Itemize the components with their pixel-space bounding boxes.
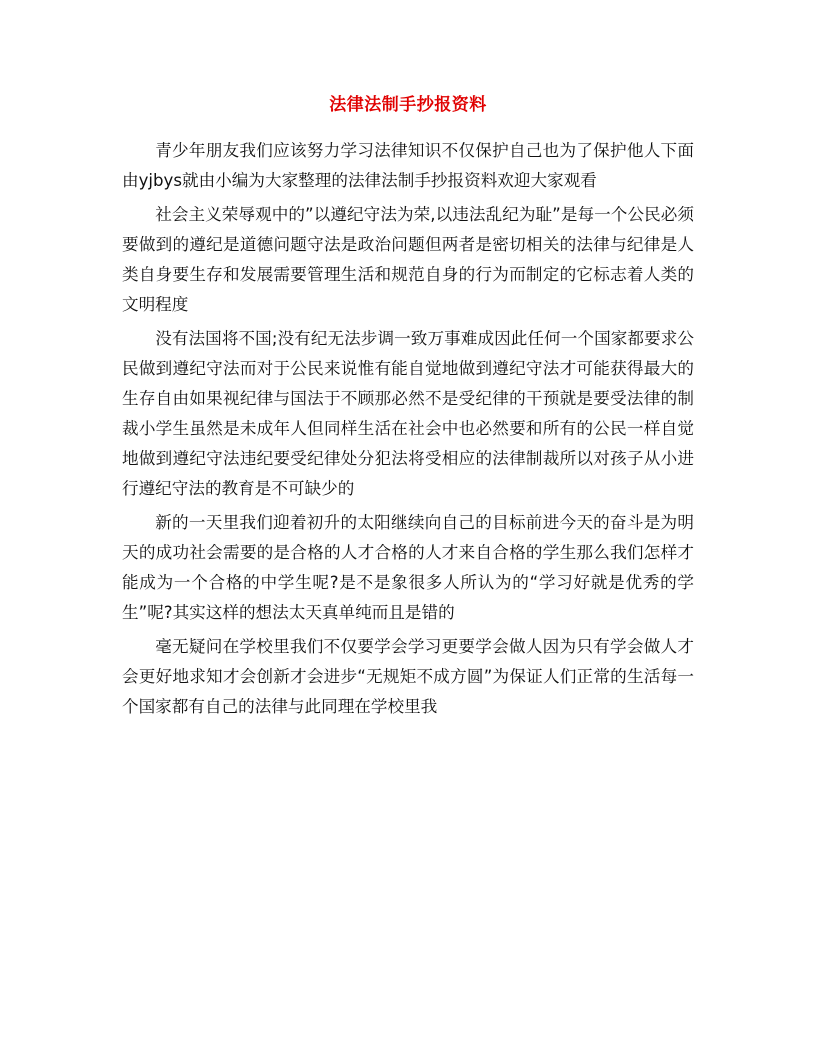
document-body: [122, 136, 694, 726]
paragraph-4: 新的一天里我们迎着初升的太阳继续向自己的目标前进今天的奋斗是为明天的成功社会需要的是合格的人才合格的人才来自合格的学生那么我们怎样才能成为一个合格的中学生呢?是不是象很多人所认为的“学习好就是优秀的学生”呢?其实这样的想法太天真单纯而且是错的: [122, 513, 694, 622]
paragraph-2: 社会主义荣辱观中的”以遵纪守法为荣,以违法乱纪为耻”是每一个公民必须要做到的遵纪是道德问题守法是政治问题但两者是密切相关的法律与纪律是人类自身要生存和发展需要管理生活和规范自身的行为而制定的它标志着人类的文明程度: [122, 205, 694, 314]
paragraph-3: 没有法国将不国;没有纪无法步调一致万事难成因此任何一个国家都要求公民做到遵纪守法而对于公民来说惟有能自觉地做到遵纪守法才可能获得最大的生存自由如果视纪律与国法于不顾那必然不是受纪律的干预就是要受法律的制裁小学生虽然是未成年人但同样生活在社会中也必然要和所有的公民一样自觉地做到遵纪守法违纪要受纪律处分犯法将受相应的法律制裁所以对孩子从小进行遵纪守法的教育是不可缺少的: [122, 329, 694, 498]
document-title: 法律法制手抄报资料: [329, 95, 487, 115]
paragraph-1: 青少年朋友我们应该努力学习法律知识不仅保护自己也为了保护他人下面由yjbys就由小编为大家整理的法律法制手抄报资料欢迎大家观看: [122, 141, 694, 190]
paragraph-5: 毫无疑问在学校里我们不仅要学会学习更要学会做人因为只有学会做人才会更好地求知才会创新才会进步“无规矩不成方圆”为保证人们正常的生活每一个国家都有自己的法律与此同理在学校里我: [122, 637, 694, 716]
